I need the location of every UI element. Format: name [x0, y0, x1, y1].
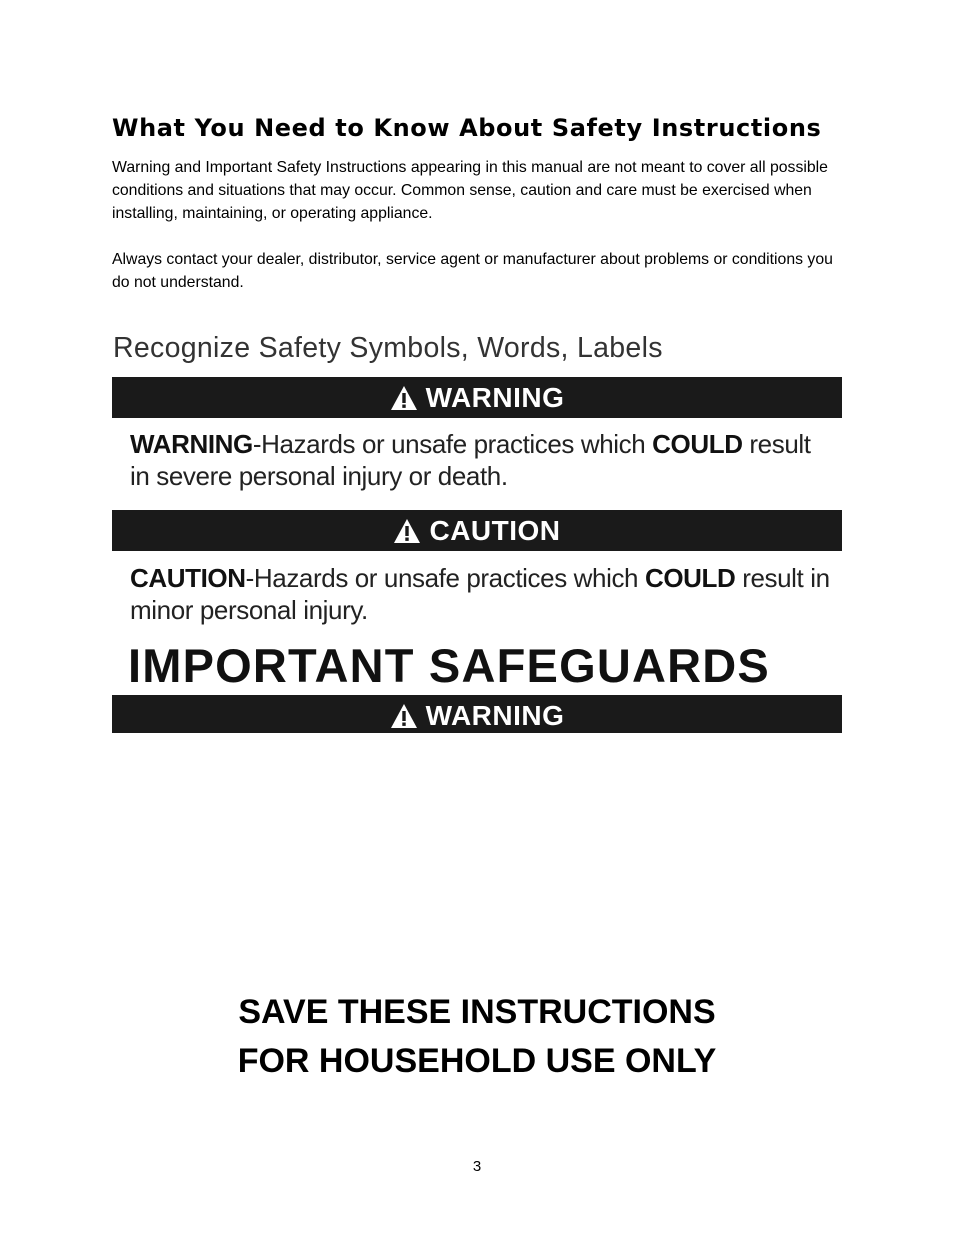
page-number: 3	[472, 1158, 482, 1175]
household-use-line: FOR HOUSEHOLD USE ONLY	[237, 1042, 717, 1080]
caution-definition	[130, 562, 830, 626]
warning-banner-label: WARNING	[425, 381, 565, 413]
caution-banner-label: CAUTION	[429, 514, 561, 546]
warning-triangle-icon	[390, 385, 418, 411]
warning-triangle-icon	[390, 703, 418, 729]
warning-term: WARNING	[130, 429, 253, 459]
intro-paragraph: Warning and Important Safety Instructions appearing in this manual are not meant to cover all possible conditions and situations that may occur. Common sense, caution and care must be exercised when installing, maintaining, or operating appliance.	[112, 159, 828, 222]
caution-could: COULD	[644, 563, 736, 593]
safeguards-warning-banner	[112, 695, 842, 733]
warning-text-before: -Hazards or unsafe practices which	[252, 429, 653, 459]
save-instructions-line: SAVE THESE INSTRUCTIONS	[238, 993, 716, 1031]
warning-could: COULD	[652, 429, 743, 459]
caution-banner	[112, 510, 842, 551]
warning-definition	[130, 428, 830, 492]
recognize-title: Recognize Safety Symbols, Words, Labels	[113, 332, 663, 364]
caution-term: CAUTION	[130, 563, 246, 593]
caution-text-before: -Hazards or unsafe practices which	[245, 563, 645, 593]
save-instructions-notice	[0, 988, 954, 1086]
important-safeguards-title: IMPORTANT SAFEGUARDS	[128, 639, 770, 692]
caution-text-after: result in minor personal injury.	[130, 563, 830, 625]
warning-triangle-icon	[393, 518, 421, 544]
warning-text-after: result in severe personal injury or death.	[130, 429, 811, 491]
warning-banner	[112, 377, 842, 418]
safeguards-warning-label: WARNING	[425, 700, 565, 731]
contact-paragraph: Always contact your dealer, distributor, service agent or manufacturer about problems or conditions you do not understand.	[112, 251, 833, 291]
section-heading: What You Need to Know About Safety Instructions	[112, 114, 822, 142]
